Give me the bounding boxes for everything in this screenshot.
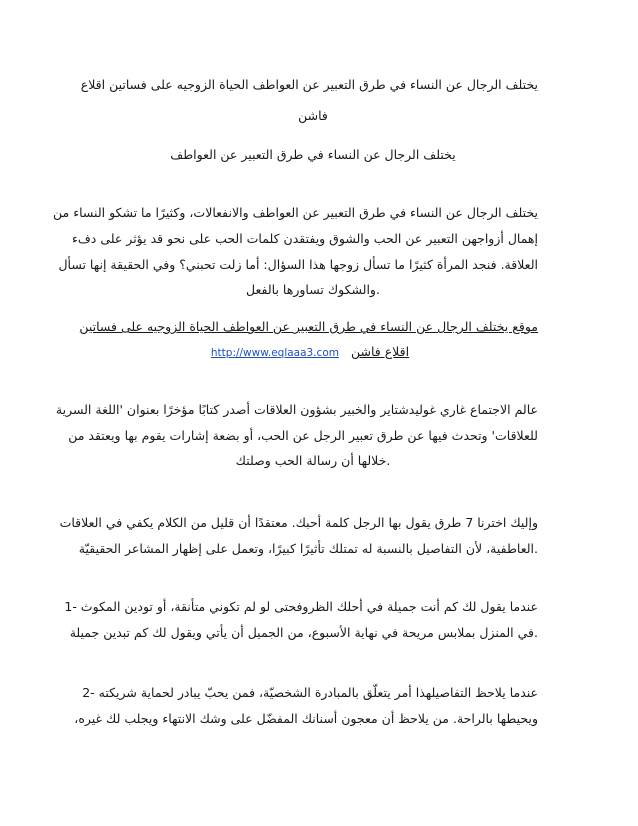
list-item-2-line-1: عندما يلاحظ التفاصيلهذا أمر يتعلّق بالمبادرة الشخصيّة، فمن يحبّ يبادر لحماية شريكته -2 <box>82 685 538 700</box>
paragraph-1-line-4: .والشكوك تساورها بالفعل <box>246 282 380 297</box>
paragraph-1-line-2: إهمال أزواجهن التعبير عن الحب والشوق ويفتقدن كلمات الحب على نحو قد يؤثر على دفء <box>71 231 538 246</box>
site-link-text[interactable]: موقع يختلف الرجال عن النساء في طرق التعبير عن العواطف الحياة الزوجيه على فساتين <box>79 319 538 334</box>
paragraph-2-line-1: عالم الاجتماع غاري غوليدشتاير والخبير بشؤون العلاقات أصدر كتابًا مؤخرًا بعنوان 'اللغة السرية <box>55 402 538 417</box>
list-item-1-line-1: عندما يقول لك كم أنت جميلة في أحلك الظروفحتى لو لم تكوني متأنقة، أو تودين المكوث -1 <box>64 599 538 614</box>
document-subtitle: يختلف الرجال عن النساء في طرق التعبير عن العواطف <box>170 147 456 162</box>
list-item-2-line-2: ويحيطها بالراحة. من يلاحظ أن معجون أسنانك المفضّل على وشك الانتهاء ويجلب لك غيره، <box>74 711 538 726</box>
paragraph-1-line-3: العلاقة. فنجد المرأة كثيرًا ما تسأل زوجها هذا السؤال: أما زلت تحبني؟ وفي الحقيقة إنها تسأل <box>58 257 538 272</box>
document-title-line-2: فاشن <box>298 108 328 123</box>
paragraph-2-line-2: للعلاقات' وتحدث فيها عن طرق تعبير الرجل عن الحب، أو بضعة إشارات يقوم بها ويعتقد من <box>68 428 538 443</box>
list-item-1-line-2: .في المنزل بملابس مريحة في نهاية الأسبوع، من الجميل أن يأتي ويقول لك كم تبدين جميلة <box>69 625 538 640</box>
paragraph-3-line-1: وإليك اخترنا 7 طرق يقول بها الرجل كلمة أحبك. معتقدًا أن قليل من الكلام يكفي في العلاقات <box>59 515 538 530</box>
site-url-link[interactable]: http://www.eqlaaa3.com <box>210 347 339 359</box>
site-link-row <box>200 343 420 362</box>
site-name-link[interactable]: اقلاع فاشن <box>350 344 410 359</box>
paragraph-3-line-2: .العاطفية، لأن التفاصيل بالنسبة له تمتلك تأثيرًا كبيرًا، وتعمل على إظهار المشاعر الحقيقيّة <box>78 541 538 556</box>
paragraph-1-line-1: يختلف الرجال عن النساء في طرق التعبير عن العواطف والانفعالات، وكثيرًا ما تشكو النساء من <box>53 205 538 220</box>
document-title-line-1: يختلف الرجال عن النساء في طرق التعبير عن العواطف الحياة الزوجيه على فساتين اقلاع <box>80 77 538 92</box>
paragraph-2-line-3: .خلالها أن رسالة الحب وصلتك <box>235 453 391 468</box>
